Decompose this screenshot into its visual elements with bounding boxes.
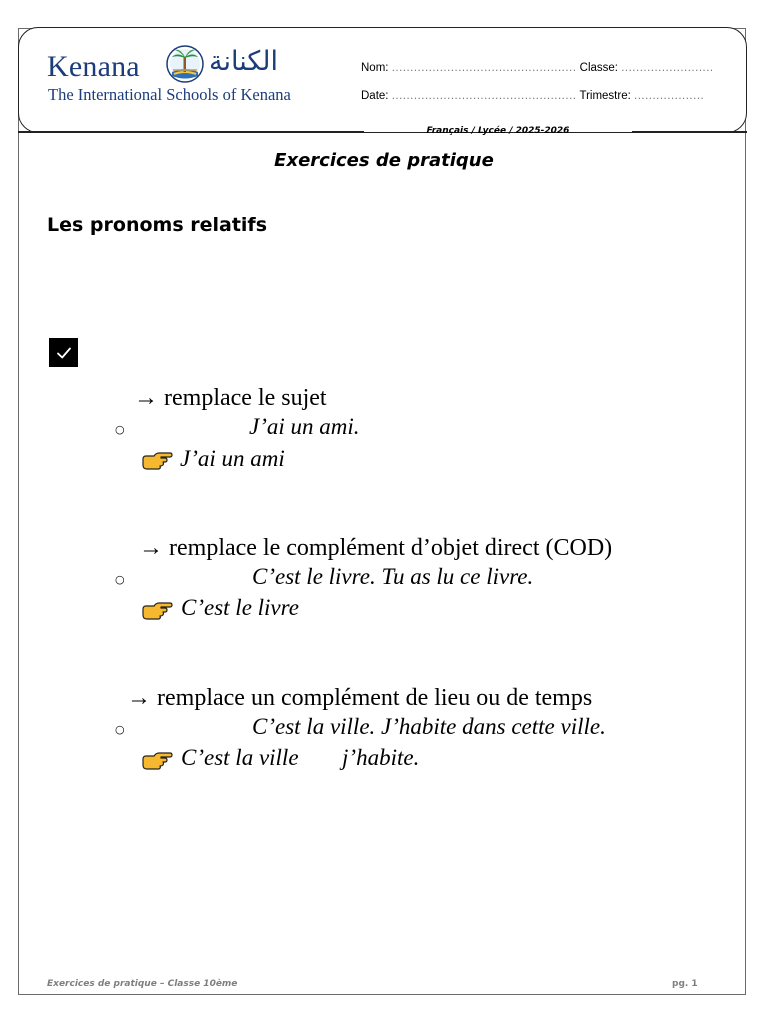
bullet: ○ bbox=[115, 423, 125, 436]
rule-subject: → remplace le sujet bbox=[134, 385, 327, 411]
checkmark-icon bbox=[55, 344, 73, 362]
answer-sentence bbox=[181, 745, 419, 771]
date-label: Date: bbox=[361, 90, 389, 102]
pointing-hand-icon bbox=[141, 750, 173, 772]
rule-lieu-temps: → remplace un complément de lieu ou de temps bbox=[127, 685, 593, 711]
section-heading: Les pronoms relatifs bbox=[47, 214, 268, 236]
answer-part: C’est la ville bbox=[181, 745, 299, 770]
classe-dots: ......................... bbox=[621, 62, 714, 74]
school-logo bbox=[47, 42, 317, 106]
page-title: Exercices de pratique bbox=[274, 150, 494, 171]
example-sentence: J’ai un ami. bbox=[249, 414, 360, 439]
pointing-hand-icon bbox=[141, 450, 173, 472]
pointing-hand-icon bbox=[141, 600, 173, 622]
footer-left: Exercices de pratique – Classe 10ème bbox=[47, 979, 238, 989]
answer-part: j’habite. bbox=[342, 745, 420, 770]
trimestre-dots: ................... bbox=[634, 90, 705, 102]
checkbox[interactable] bbox=[49, 338, 78, 367]
classe-label: Classe: bbox=[579, 62, 619, 74]
footer-page-number: pg. 1 bbox=[672, 979, 698, 989]
bullet: ○ bbox=[115, 723, 125, 736]
nom-dots: .................................................. bbox=[391, 62, 577, 74]
nom-field bbox=[361, 62, 714, 74]
course-info: Français / Lycée / 2025-2026 bbox=[426, 126, 570, 136]
date-dots: .................................................. bbox=[391, 90, 577, 102]
palm-emblem-icon bbox=[164, 44, 206, 84]
logo-text-arabic: الكنانة bbox=[209, 46, 279, 77]
bullet: ○ bbox=[115, 573, 125, 586]
answer-sentence bbox=[180, 446, 285, 472]
rule-cod: → remplace le complément d’objet direct (COD) bbox=[139, 535, 613, 561]
page-border bbox=[18, 28, 746, 995]
nom-label: Nom: bbox=[361, 62, 389, 74]
header-divider-left bbox=[18, 131, 364, 133]
answer-part: C’est le livre bbox=[181, 595, 299, 620]
example-sentence: C’est la ville. J’habite dans cette ville. bbox=[252, 714, 606, 739]
trimestre-label: Trimestre: bbox=[579, 90, 631, 102]
example-sentence: C’est le livre. Tu as lu ce livre. bbox=[252, 564, 534, 589]
answer-sentence bbox=[181, 595, 299, 621]
date-field bbox=[361, 90, 704, 102]
answer-part: J’ai un ami bbox=[180, 446, 285, 471]
logo-subtitle: The International Schools of Kenana bbox=[48, 85, 291, 104]
header-divider-right bbox=[632, 131, 747, 133]
logo-text-english: Kenana bbox=[47, 50, 140, 83]
